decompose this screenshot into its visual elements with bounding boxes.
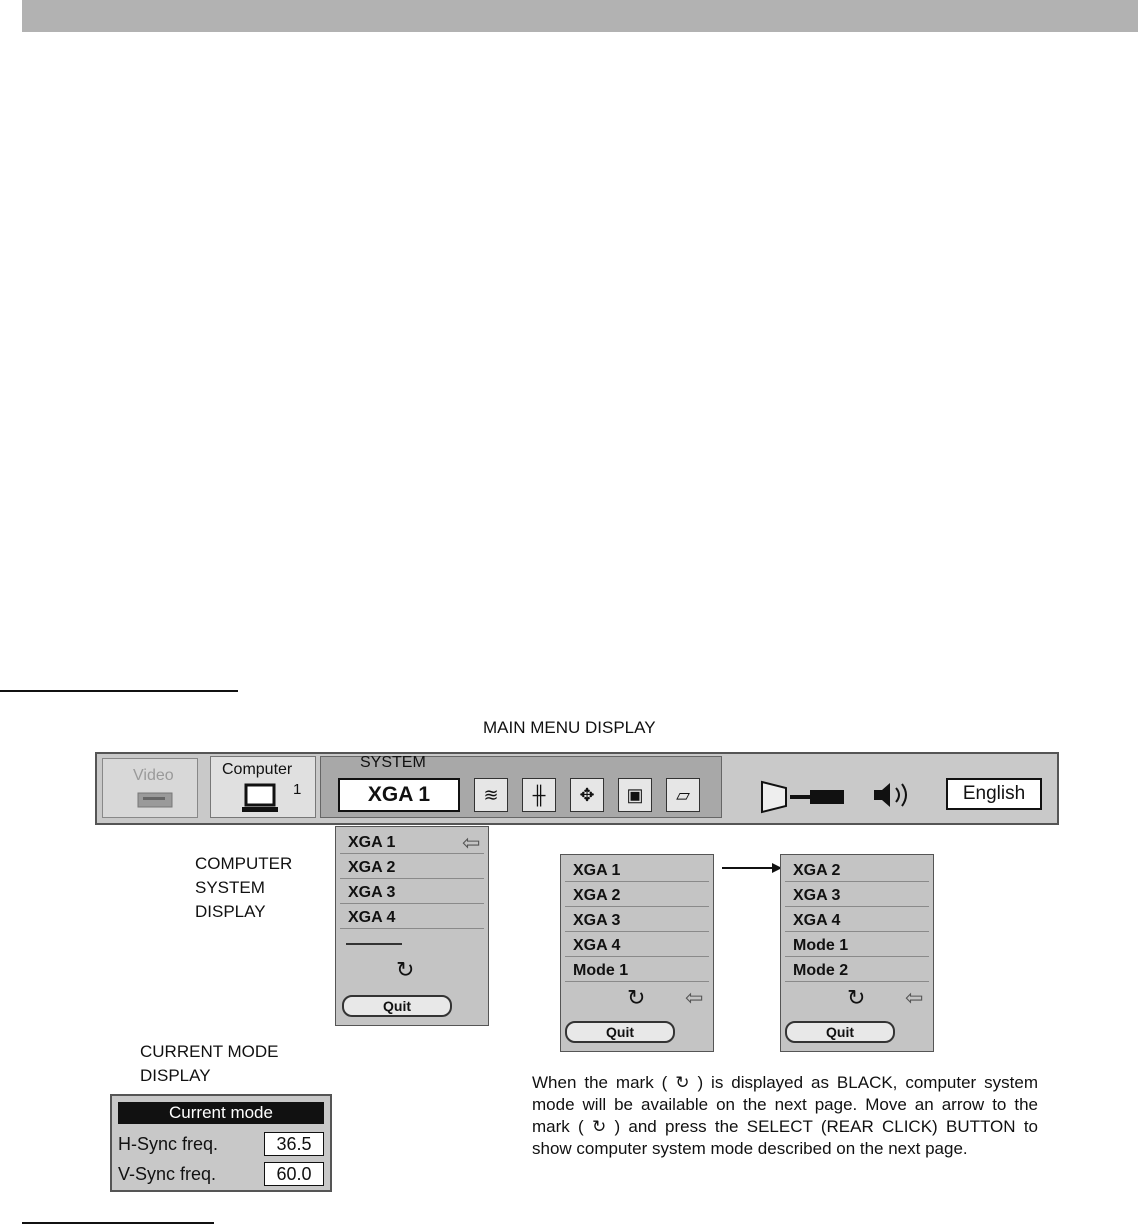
current-mode-panel — [110, 1094, 332, 1192]
v-sync-value: 60.0 — [264, 1162, 324, 1186]
list-item[interactable]: XGA 2 — [785, 859, 929, 882]
v-sync-row — [118, 1160, 324, 1188]
section-rule-top — [0, 690, 238, 692]
computer-number: 1 — [293, 781, 302, 798]
keystone-icon[interactable] — [760, 780, 850, 814]
refresh-icon[interactable]: ↻ — [847, 985, 866, 1010]
menu-item-xga4[interactable]: XGA 4 — [340, 906, 484, 929]
system-select[interactable]: XGA 1 — [338, 778, 460, 812]
divider — [346, 943, 402, 945]
computer-label: Computer — [222, 761, 293, 778]
computer-system-caption: COMPUTER SYSTEM DISPLAY — [195, 854, 293, 921]
menu-title: MAIN MENU DISPLAY — [483, 718, 656, 737]
video-tab[interactable] — [102, 758, 198, 818]
mode-menu-page1 — [560, 854, 714, 1052]
language-select[interactable]: English — [946, 778, 1042, 810]
image-level-icon[interactable]: ╫ — [522, 778, 556, 812]
list-item[interactable]: Mode 2 — [785, 959, 929, 982]
adjust-icon[interactable]: ≋ — [474, 778, 508, 812]
screen-icon[interactable]: ▣ — [618, 778, 652, 812]
list-item[interactable]: XGA 3 — [565, 909, 709, 932]
list-item[interactable]: XGA 1 — [565, 859, 709, 882]
list-item[interactable]: Mode 1 — [785, 934, 929, 957]
menu-item-xga2[interactable]: XGA 2 — [340, 856, 484, 879]
quit-button[interactable]: Quit — [565, 1021, 675, 1043]
next-page-arrow-icon — [720, 860, 784, 876]
vcr-icon — [137, 789, 173, 811]
refresh-icon[interactable]: ↻ — [627, 985, 646, 1010]
arrow-left-icon: ⇦ — [462, 830, 481, 855]
section-rule-bottom — [22, 1222, 214, 1224]
list-item[interactable]: XGA 3 — [785, 884, 929, 907]
list-item[interactable]: Mode 1 — [565, 959, 709, 982]
computer-tab[interactable] — [210, 756, 316, 818]
h-sync-value: 36.5 — [264, 1132, 324, 1156]
arrow-left-icon: ⇦ — [905, 985, 924, 1010]
setting-icon[interactable]: ▱ — [666, 778, 700, 812]
position-icon[interactable]: ✥ — [570, 778, 604, 812]
description-text: When the mark ( ↻ ) is displayed as BLACK, computer system mode will be available on the next page. Move an arrow to the mark ( ↻ ) and press the SELECT (REAR CLICK) BUTTON to show computer system mode described on the next page. — [532, 1073, 1038, 1158]
v-sync-label: V-Sync freq. — [118, 1164, 217, 1184]
arrow-left-icon: ⇦ — [685, 985, 704, 1010]
list-item[interactable]: XGA 4 — [785, 909, 929, 932]
current-mode-caption: CURRENT MODE DISPLAY — [140, 1042, 279, 1085]
quit-button[interactable]: Quit — [342, 995, 452, 1017]
current-mode-title: Current mode — [118, 1102, 324, 1124]
computer-icon — [241, 783, 281, 815]
header-bar — [22, 0, 1138, 32]
menu-item-xga1[interactable]: XGA 1 — [340, 831, 484, 854]
menu-item-xga3[interactable]: XGA 3 — [340, 881, 484, 904]
h-sync-row — [118, 1130, 324, 1158]
mode-menu-page2 — [780, 854, 934, 1052]
sound-icon[interactable] — [872, 780, 916, 810]
refresh-icon[interactable]: ↻ — [396, 957, 415, 982]
list-item[interactable]: XGA 4 — [565, 934, 709, 957]
video-label: Video — [133, 767, 174, 784]
system-label: SYSTEM — [360, 754, 426, 771]
list-item[interactable]: XGA 2 — [565, 884, 709, 907]
computer-system-menu — [335, 826, 489, 1026]
h-sync-label: H-Sync freq. — [118, 1134, 219, 1154]
quit-button[interactable]: Quit — [785, 1021, 895, 1043]
